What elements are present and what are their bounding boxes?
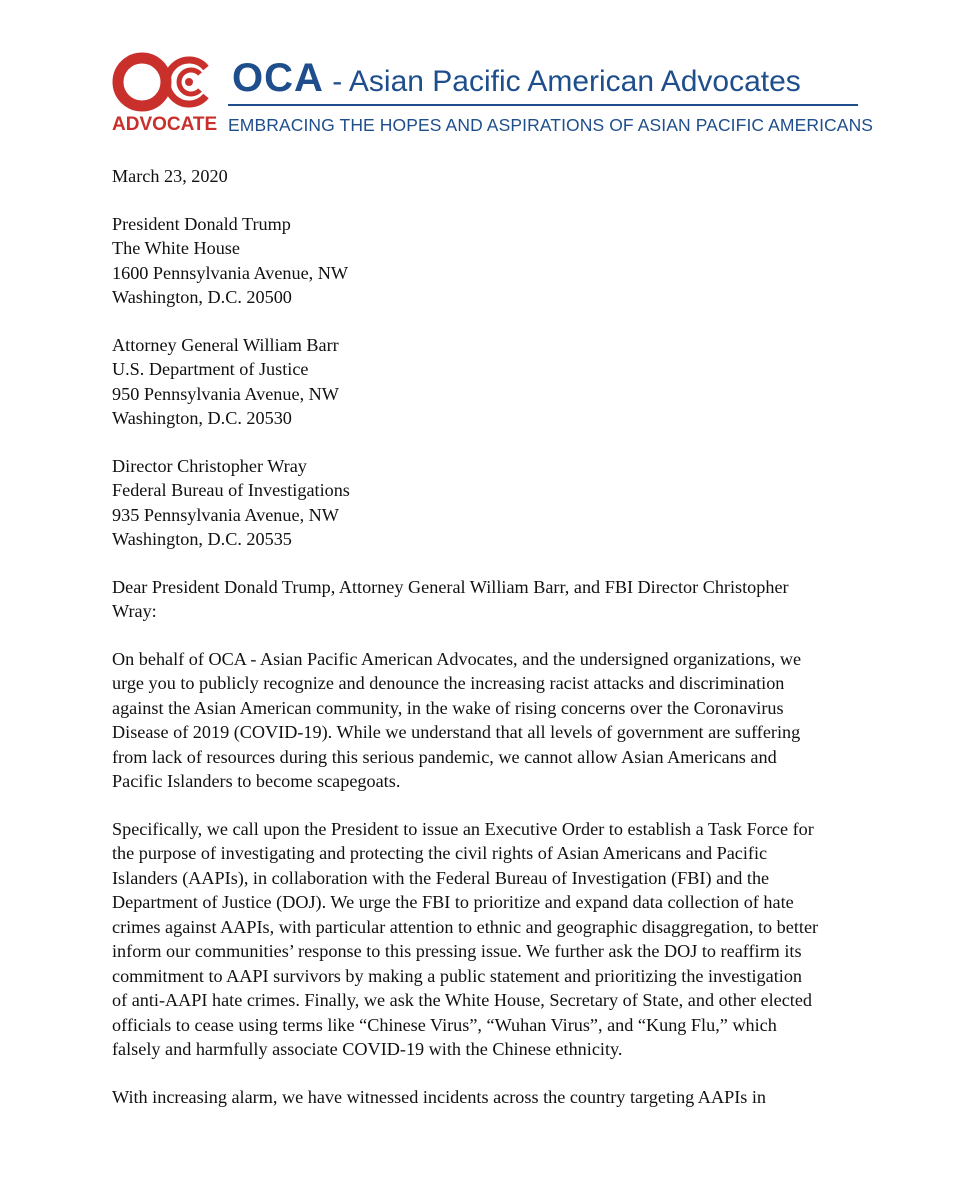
text-line: against the Asian American community, in the wake of rising concerns over the Coronavirus <box>112 697 784 718</box>
text-line: With increasing alarm, we have witnessed incidents across the country targeting AAPIs in <box>112 1086 767 1107</box>
address-line: 1600 Pennsylvania Avenue, NW <box>112 262 349 283</box>
address-line: Washington, D.C. 20530 <box>112 408 292 428</box>
advocate-wordmark: ADVOCATE <box>112 114 218 135</box>
text-line: crimes against AAPIs, with particular attention to ethnic and geographic disaggregation, to better <box>112 916 819 937</box>
recipient-address <box>112 333 842 431</box>
letterhead <box>112 52 874 142</box>
text-line: officials to cease using terms like “Chinese Virus”, “Wuhan Virus”, and “Kung Flu,” which <box>112 1014 777 1035</box>
address-line: 935 Pennsylvania Avenue, NW <box>112 504 339 525</box>
org-abbr: OCA <box>232 56 324 100</box>
tagline: EMBRACING THE HOPES AND ASPIRATIONS OF ASIAN PACIFIC AMERICANS <box>228 115 874 135</box>
paragraph <box>112 817 842 1062</box>
address-line: Washington, D.C. 20535 <box>112 529 292 549</box>
oca-logo-icon <box>112 52 224 114</box>
text-line: the purpose of investigating and protecting the civil rights of Asian Americans and Pacific <box>112 843 768 863</box>
text-line: Dear President Donald Trump, Attorney General William Barr, and FBI Director Christopher <box>112 576 789 597</box>
letter-date: March 23, 2020 <box>112 166 228 186</box>
text-line: Disease of 2019 (COVID-19). While we understand that all levels of government are suffering <box>112 722 801 742</box>
address-line: Federal Bureau of Investigations <box>112 480 350 500</box>
text-line: Wray: <box>112 601 157 621</box>
text-line: falsely and harmfully associate COVID-19 with the Chinese ethnicity. <box>112 1039 623 1059</box>
paragraph <box>112 1085 842 1110</box>
text-line: commitment to AAPI survivors by making a public statement and prioritizing the investigation <box>112 965 803 986</box>
address-line: 950 Pennsylvania Avenue, NW <box>112 383 339 404</box>
salutation <box>112 575 842 624</box>
org-name <box>232 56 801 101</box>
address-line: The White House <box>112 238 240 258</box>
recipient-address <box>112 454 842 552</box>
address-line: Attorney General William Barr <box>112 334 339 355</box>
paragraph <box>112 647 842 794</box>
address-line: Director Christopher Wray <box>112 455 307 476</box>
address-line: Washington, D.C. 20500 <box>112 287 292 307</box>
text-line: Islanders (AAPIs), in collaboration with the Federal Bureau of Investigation (FBI) and the <box>112 867 770 888</box>
text-line: Department of Justice (DOJ). We urge the FBI to prioritize and expand data collection of hate <box>112 892 794 912</box>
org-full-name: - Asian Pacific American Advocates <box>323 65 801 98</box>
text-line: inform our communities’ response to this pressing issue. We further ask the DOJ to reaffirm its <box>112 941 802 961</box>
letterhead-rule <box>228 104 858 106</box>
address-line: U.S. Department of Justice <box>112 359 309 379</box>
text-line: Specifically, we call upon the President to issue an Executive Order to establish a Task Force for <box>112 818 814 839</box>
text-line: On behalf of OCA - Asian Pacific American Advocates, and the undersigned organizations, we <box>112 648 802 669</box>
text-line: Pacific Islanders to become scapegoats. <box>112 771 401 791</box>
text-line: from lack of resources during this serious pandemic, we cannot allow Asian Americans and <box>112 746 777 767</box>
recipient-address <box>112 212 842 310</box>
text-line: of anti-AAPI hate crimes. Finally, we ask the White House, Secretary of State, and other elected <box>112 990 812 1010</box>
letter-body <box>112 164 842 1132</box>
address-line: President Donald Trump <box>112 213 291 234</box>
text-line: urge you to publicly recognize and denounce the increasing racist attacks and discrimination <box>112 673 785 693</box>
